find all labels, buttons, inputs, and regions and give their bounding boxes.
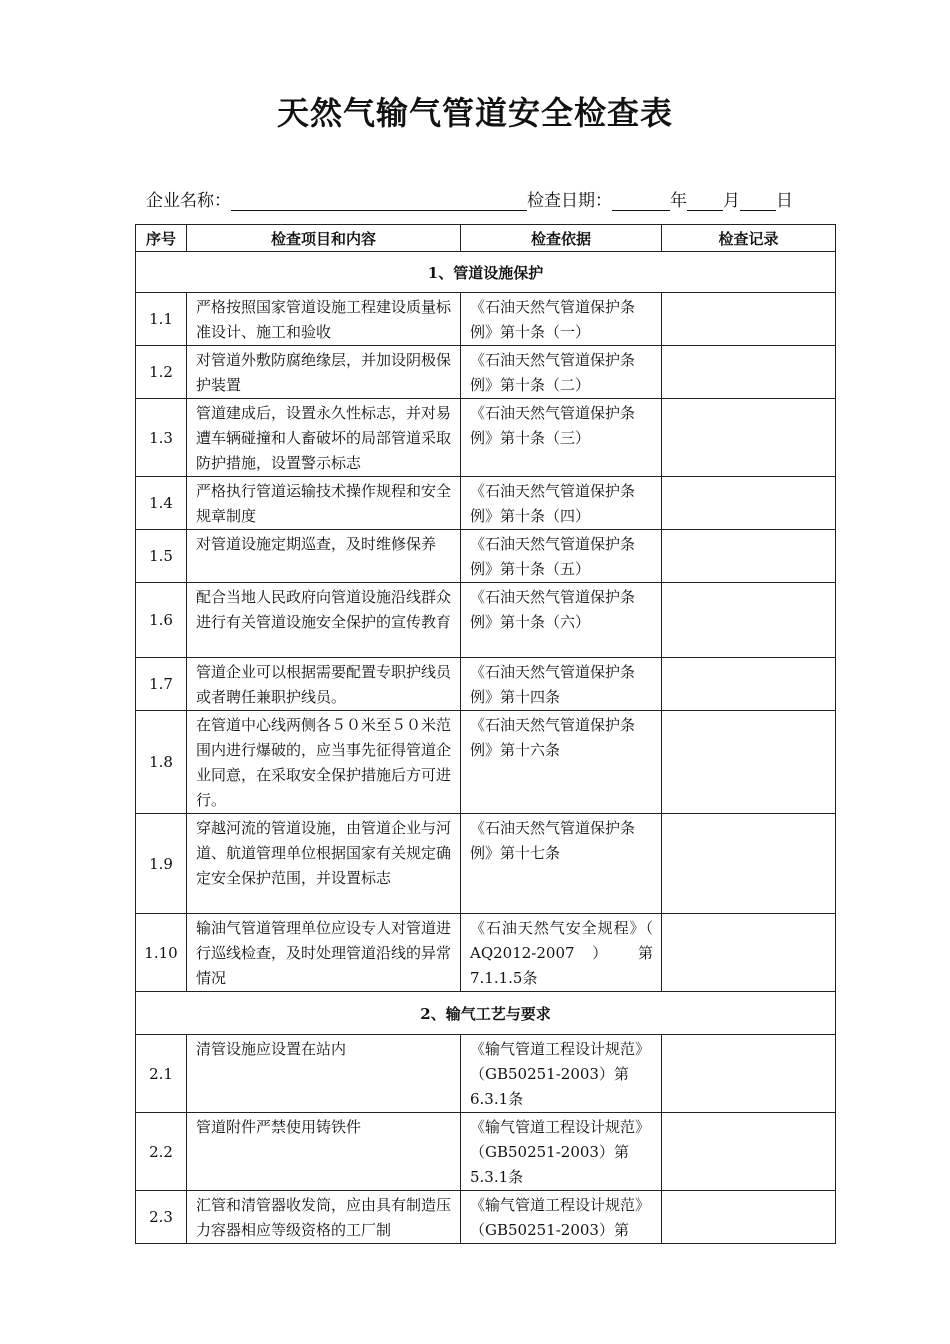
row-content: 清管设施应设置在站内 <box>187 1035 461 1113</box>
row-content: 严格执行管道运输技术操作规程和安全规章制度 <box>187 477 461 530</box>
table-row <box>136 399 836 477</box>
row-content: 汇管和清管器收发筒，应由具有制造压力容器相应等级资格的工厂制 <box>187 1191 461 1244</box>
row-number: 1.4 <box>136 477 187 530</box>
row-record[interactable] <box>662 1035 836 1113</box>
row-content: 管道企业可以根据需要配置专职护线员或者聘任兼职护线员。 <box>187 658 461 711</box>
row-record[interactable] <box>662 293 836 346</box>
table-row <box>136 658 836 711</box>
row-number: 1.10 <box>136 914 187 992</box>
row-record[interactable] <box>662 530 836 583</box>
row-number: 1.5 <box>136 530 187 583</box>
row-record[interactable] <box>662 1113 836 1191</box>
header-content: 检查项目和内容 <box>187 225 461 252</box>
table-row <box>136 583 836 658</box>
month-field[interactable] <box>687 192 723 211</box>
table-row <box>136 814 836 914</box>
row-record[interactable] <box>662 399 836 477</box>
row-basis: 《石油天然气安全规程》（ AQ2012-2007 ） 第7.1.1.5条 <box>461 914 662 992</box>
row-basis: 《输气管道工程设计规范》（GB50251-2003）第5.3.1条 <box>461 1113 662 1191</box>
row-basis: 《石油天然气管道保护条例》第十条（一） <box>461 293 662 346</box>
section-title: 2、输气工艺与要求 <box>136 992 836 1035</box>
row-content: 对管道设施定期巡查，及时维修保养 <box>187 530 461 583</box>
row-record[interactable] <box>662 711 836 814</box>
row-content: 在管道中心线两侧各５０米至５０米范围内进行爆破的，应当事先征得管道企业同意，在采取安全保护措施后方可进行。 <box>187 711 461 814</box>
document-title: 天然气输气管道安全检查表 <box>276 94 673 132</box>
table-row <box>136 293 836 346</box>
row-content: 配合当地人民政府向管道设施沿线群众进行有关管道设施安全保护的宣传教育 <box>187 583 461 658</box>
row-number: 1.7 <box>136 658 187 711</box>
row-basis: 《石油天然气管道保护条例》第十条（五） <box>461 530 662 583</box>
month-label: 月 <box>723 191 740 211</box>
table-row <box>136 477 836 530</box>
row-number: 1.8 <box>136 711 187 814</box>
section-title: 1、管道设施保护 <box>136 252 836 293</box>
row-record[interactable] <box>662 814 836 914</box>
row-number: 2.3 <box>136 1191 187 1244</box>
row-record[interactable] <box>662 658 836 711</box>
row-basis: 《输气管道工程设计规范》（GB50251-2003）第6.3.1条 <box>461 1035 662 1113</box>
section-row <box>136 992 836 1035</box>
row-content: 输油气管道管理单位应设专人对管道进行巡线检查，及时处理管道沿线的异常情况 <box>187 914 461 992</box>
row-number: 1.3 <box>136 399 187 477</box>
header-basis: 检查依据 <box>461 225 662 252</box>
row-number: 2.2 <box>136 1113 187 1191</box>
section-row <box>136 252 836 293</box>
row-number: 1.1 <box>136 293 187 346</box>
header-no: 序号 <box>136 225 187 252</box>
year-label: 年 <box>670 191 687 211</box>
row-basis: 《输气管道工程设计规范》（GB50251-2003）第 <box>461 1191 662 1244</box>
day-field[interactable] <box>740 192 776 211</box>
row-record[interactable] <box>662 346 836 399</box>
row-basis: 《石油天然气管道保护条例》第十条（六） <box>461 583 662 658</box>
table-row <box>136 1113 836 1191</box>
row-content: 对管道外敷防腐绝缘层，并加设阴极保护装置 <box>187 346 461 399</box>
row-number: 1.9 <box>136 814 187 914</box>
row-number: 1.6 <box>136 583 187 658</box>
row-content: 严格按照国家管道设施工程建设质量标准设计、施工和验收 <box>187 293 461 346</box>
row-record[interactable] <box>662 914 836 992</box>
row-basis: 《石油天然气管道保护条例》第十条（二） <box>461 346 662 399</box>
meta-line <box>146 186 793 211</box>
company-name-field[interactable] <box>231 192 527 211</box>
row-basis: 《石油天然气管道保护条例》第十条（四） <box>461 477 662 530</box>
year-field[interactable] <box>612 192 670 211</box>
row-content: 管道附件严禁使用铸铁件 <box>187 1113 461 1191</box>
header-record: 检查记录 <box>662 225 836 252</box>
row-basis: 《石油天然气管道保护条例》第十条（三） <box>461 399 662 477</box>
row-number: 1.2 <box>136 346 187 399</box>
row-record[interactable] <box>662 583 836 658</box>
row-basis: 《石油天然气管道保护条例》第十六条 <box>461 711 662 814</box>
table-header-row <box>136 225 836 252</box>
day-label: 日 <box>776 191 793 211</box>
table-row <box>136 530 836 583</box>
row-record[interactable] <box>662 1191 836 1244</box>
date-label: 检查日期： <box>527 191 612 211</box>
table-row <box>136 1035 836 1113</box>
table-row <box>136 711 836 814</box>
row-basis: 《石油天然气管道保护条例》第十四条 <box>461 658 662 711</box>
table-row <box>136 346 836 399</box>
row-content: 管道建成后，设置永久性标志，并对易遭车辆碰撞和人畜破坏的局部管道采取防护措施，设置警示标志 <box>187 399 461 477</box>
table-row <box>136 1191 836 1244</box>
row-number: 2.1 <box>136 1035 187 1113</box>
company-label: 企业名称： <box>146 191 231 211</box>
table-row <box>136 914 836 992</box>
row-content: 穿越河流的管道设施，由管道企业与河道、航道管理单位根据国家有关规定确定安全保护范围，并设置标志 <box>187 814 461 914</box>
inspection-table <box>135 224 836 1244</box>
row-basis: 《石油天然气管道保护条例》第十七条 <box>461 814 662 914</box>
row-record[interactable] <box>662 477 836 530</box>
